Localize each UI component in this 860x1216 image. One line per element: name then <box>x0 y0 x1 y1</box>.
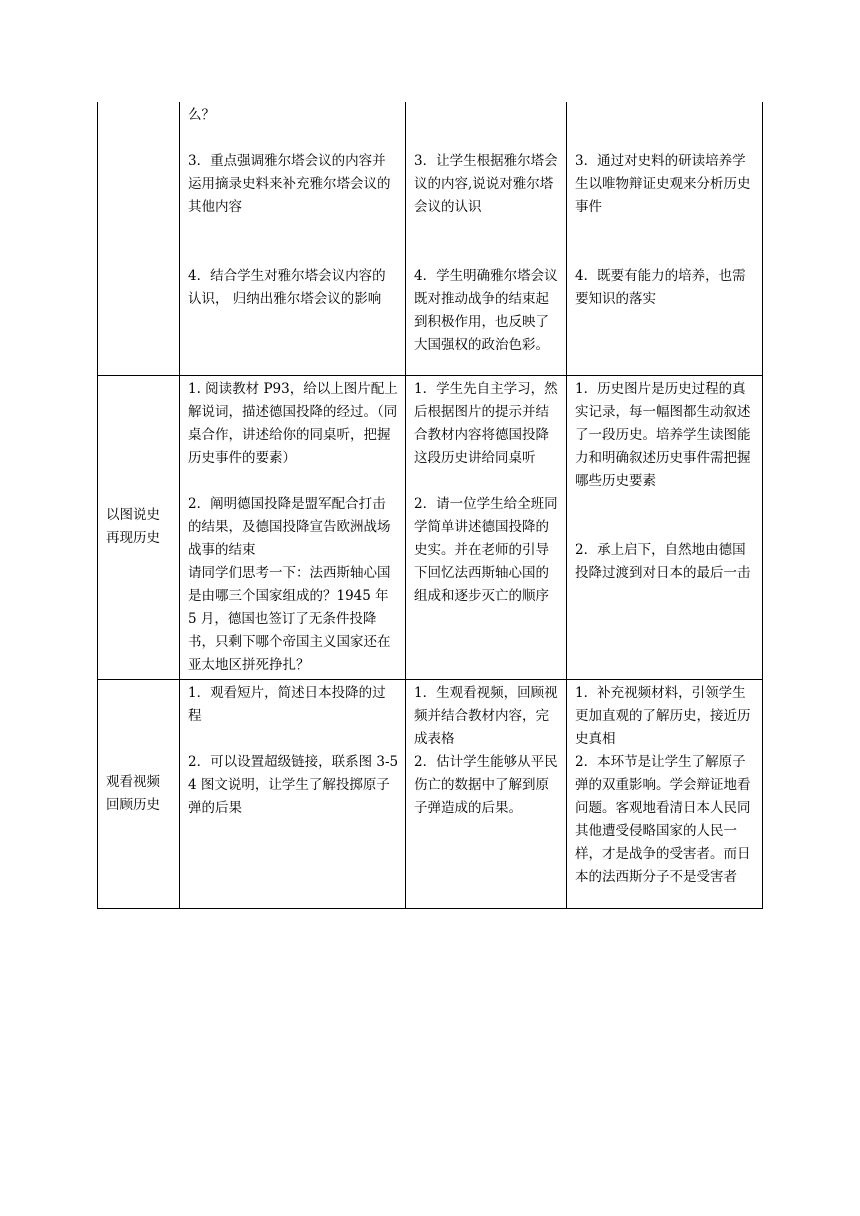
student-text: 2．估计学生能够从平民伤亡的数据中了解到原子弹造成的后果。 <box>414 753 558 816</box>
table-row <box>98 679 763 908</box>
student-text: 3．让学生根据雅尔塔会议的内容,说说对雅尔塔会议的认识 <box>414 153 558 215</box>
intent-text: 1．补充视频材料，引领学生更加直观的了解历史，接近历史真相 <box>575 684 751 747</box>
table-row <box>98 102 763 375</box>
teacher-activity-cell <box>180 679 406 908</box>
intent-text: 4．既要有能力的培养，也需要知识的落实 <box>575 268 746 307</box>
design-intent-cell <box>567 679 763 908</box>
stage-cell: 观看视频回顾历史 <box>98 679 180 908</box>
student-text: 2．请一位学生给全班同学简单讲述德国投降的史实。并在老师的引导下回忆法西斯轴心国的组成和逐步灭亡的顺序 <box>414 495 558 604</box>
teacher-activity-cell <box>180 102 406 375</box>
teacher-text: 2．可以设置超级链接，联系图 3-54 图文说明，让学生了解投掷原子弹的后果 <box>188 753 399 816</box>
stage-cell: 以图说史再现历史 <box>98 375 180 679</box>
student-text: 1．学生先自主学习，然后根据图片的提示并结合教材内容将德国投降这段历史讲给同桌听 <box>414 380 558 466</box>
teacher-text: 1．观看短片，简述日本投降的过程 <box>188 684 386 724</box>
intent-text: 3．通过对史料的研读培养学生以唯物辩证史观来分析历史事件 <box>575 153 751 215</box>
teacher-text: 请同学们思考一下：法西斯轴心国是由哪三个国家组成的？1945 年 5 月，德国也签订了无条件投降书，只剩下哪个帝国主义国家还在亚太地区拼死挣扎？ <box>188 564 391 673</box>
teacher-text: 1. 阅读教材 P93，给以上图片配上解说词，描述德国投降的经过。（同桌合作，讲述给你的同桌听，把握历史事件的要素） <box>188 380 398 466</box>
student-text: 4．学生明确雅尔塔会议既对推动战争的结束起到积极作用，也反映了大国强权的政治色彩。 <box>414 268 558 353</box>
student-activity-cell <box>406 679 567 908</box>
teacher-text: 4．结合学生对雅尔塔会议内容的认识， 归纳出雅尔塔会议的影响 <box>188 268 386 307</box>
student-activity-cell <box>406 375 567 679</box>
intent-text: 2．承上启下，自然地由德国投降过渡到对日本的最后一击 <box>575 541 751 581</box>
design-intent-cell <box>567 102 763 375</box>
lesson-plan-table <box>97 102 763 909</box>
intent-text: 1．历史图片是历史过程的真实记录，每一幅图都生动叙述了一段历史。培养学生读图能力和明确叙述历史事件需把握哪些历史要素 <box>575 380 751 489</box>
teacher-activity-cell <box>180 375 406 679</box>
teacher-text: 么？ <box>188 107 215 123</box>
student-text: 1．生观看视频，回顾视频并结合教材内容，完成表格 <box>414 684 558 747</box>
design-intent-cell <box>567 375 763 679</box>
teacher-text: 3．重点强调雅尔塔会议的内容并运用摘录史料来补充雅尔塔会议的其他内容 <box>188 153 391 215</box>
student-activity-cell <box>406 102 567 375</box>
intent-text: 2．本环节是让学生了解原子弹的双重影响。学会辩证地看问题。客观地看清日本人民同其他遭受侵略国家的人民一样，才是战争的受害者。而日本的法西斯分子不是受害者 <box>575 753 751 885</box>
teacher-text: 2．阐明德国投降是盟军配合打击的结果，及德国投降宣告欧洲战场战事的结束 <box>188 495 391 558</box>
table-row <box>98 375 763 679</box>
stage-cell <box>98 102 180 375</box>
